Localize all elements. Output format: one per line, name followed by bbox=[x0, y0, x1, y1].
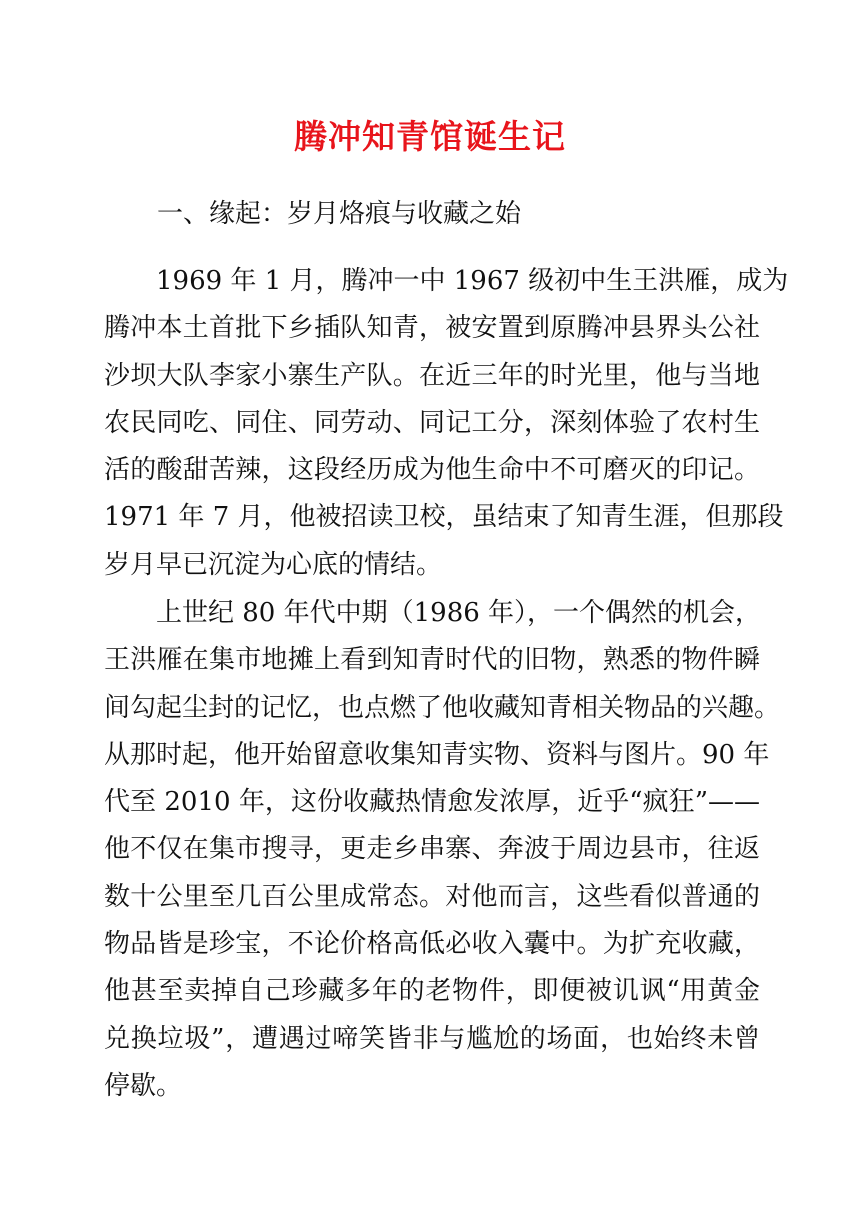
paragraph-line: 停歇。 bbox=[104, 1070, 183, 1101]
paragraph-line: 物品皆是珍宝，不论价格高低必收入囊中。为扩充收藏， bbox=[104, 929, 760, 960]
paragraph-1 bbox=[104, 258, 789, 589]
document-title: 腾冲知青馆诞生记 bbox=[294, 117, 566, 156]
paragraph-line: 间勾起尘封的记忆，也点燃了他收藏知青相关物品的兴趣。 bbox=[104, 692, 781, 723]
paragraph-2 bbox=[104, 590, 781, 1110]
paragraph-line: 农民同吃、同住、同劳动、同记工分，深刻体验了农村生 bbox=[104, 407, 760, 438]
paragraph-line: 沙坝大队李家小寨生产队。在近三年的时光里，他与当地 bbox=[104, 360, 760, 391]
paragraph-line: 岁月早已沉淀为心底的情结。 bbox=[104, 549, 443, 580]
paragraph-line: 王洪雁在集市地摊上看到知青时代的旧物，熟悉的物件瞬 bbox=[104, 645, 760, 676]
paragraph-line: 活的酸甜苦辣，这段经历成为他生命中不可磨灭的印记。 bbox=[104, 455, 760, 486]
paragraph-line: 他甚至卖掉自己珍藏多年的老物件，即便被讥讽“用黄金 bbox=[104, 976, 760, 1007]
paragraph-line: 上世纪 80 年代中期（1986 年），一个偶然的机会， bbox=[156, 598, 762, 628]
paragraph-line: 1971 年 7 月，他被招读卫校，虽结束了知青生涯，但那段 bbox=[104, 502, 784, 533]
paragraph-line: 代至 2010 年，这份收藏热情愈发浓厚，近乎“疯狂”—— bbox=[104, 787, 760, 818]
paragraph-line: 兑换垃圾”，遭遇过啼笑皆非与尴尬的场面，也始终未曾 bbox=[104, 1023, 760, 1054]
section-heading: 一、缘起：岁月烙痕与收藏之始 bbox=[157, 199, 522, 229]
paragraph-line: 他不仅在集市搜寻，更走乡串寨、奔波于周边县市，往返 bbox=[104, 834, 760, 865]
paragraph-line: 从那时起，他开始留意收集知青实物、资料与图片。90 年 bbox=[104, 739, 770, 770]
paragraph-line: 1969 年 1 月，腾冲一中 1967 级初中生王洪雁，成为 bbox=[156, 266, 789, 296]
paragraph-line: 腾冲本土首批下乡插队知青，被安置到原腾冲县界头公社 bbox=[104, 313, 760, 344]
paragraph-line: 数十公里至几百公里成常态。对他而言，这些看似普通的 bbox=[104, 881, 760, 912]
